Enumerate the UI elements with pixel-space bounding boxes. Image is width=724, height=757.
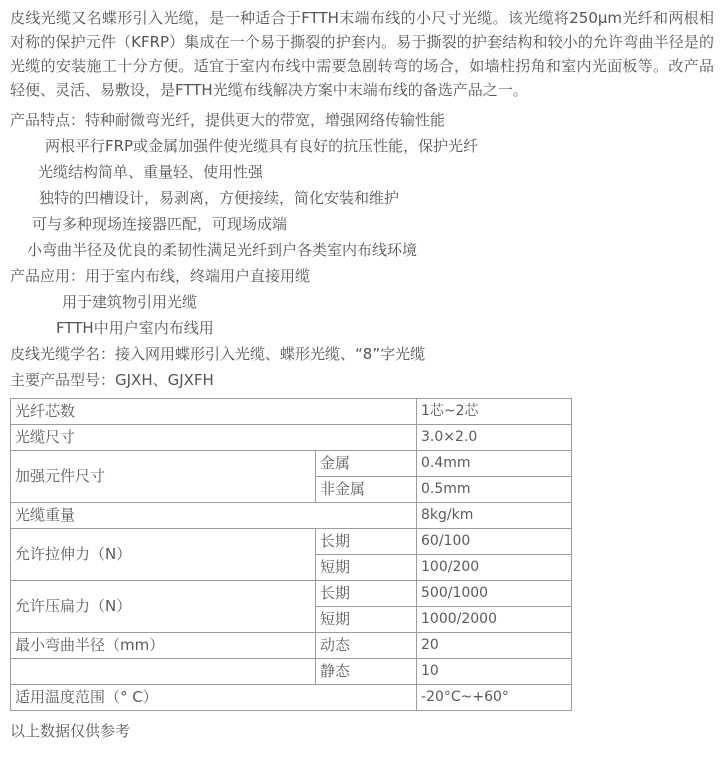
spec-table <box>10 398 572 711</box>
application-line: FTTH中用户室内布线用 <box>56 319 214 337</box>
spec-value-cell: 20 <box>417 633 572 659</box>
intro-paragraph: 皮线光缆又名蝶形引入光缆，是一种适合于FTTH末端布线的小尺寸光缆。该光缆将250μm光纤和两根相对称的保护元件（KFRP）集成在一个易于撕裂的护套内。易于撕裂的护套结构和较小的允许弯曲半径是的光缆的安装施工十分方便。适宜于室内布线中需要急剧转弯的场合，如墙柱拐角和室内光面板等。改产品轻便、灵活、易敷设，是FTTH光缆布线解决方案中末端布线的备选产品之一。 <box>10 9 714 99</box>
spec-sub-cell: 短期 <box>316 607 417 633</box>
footnote: 以上数据仅供参考 <box>10 722 131 740</box>
spec-param-cell: 允许压扁力（N） <box>11 581 316 633</box>
spec-value-cell: 100/200 <box>417 555 572 581</box>
spec-value-cell: 10 <box>417 659 572 685</box>
spec-value-cell: 1芯~2芯 <box>417 399 572 425</box>
spec-sub-cell: 金属 <box>316 451 417 477</box>
table-row <box>11 451 572 477</box>
feature-line: 小弯曲半径及优良的柔韧性满足光纤到户各类室内布线环境 <box>27 241 418 259</box>
spec-value-cell: 0.4mm <box>417 451 572 477</box>
feature-line: 独特的凹槽设计，易剥离，方便接续，简化安装和维护 <box>39 189 400 207</box>
spec-value-cell: -20°C~+60° <box>417 685 572 711</box>
spec-param-cell: 允许拉伸力（N） <box>11 529 316 581</box>
spec-sub-cell: 非金属 <box>316 477 417 503</box>
spec-value-cell: 8kg/km <box>417 503 572 529</box>
table-row <box>11 581 572 607</box>
spec-sub-cell: 短期 <box>316 555 417 581</box>
spec-sub-cell: 长期 <box>316 529 417 555</box>
table-row <box>11 685 572 711</box>
table-row <box>11 659 572 685</box>
spec-value-cell: 0.5mm <box>417 477 572 503</box>
spec-sub-cell: 静态 <box>316 659 417 685</box>
models-line: 主要产品型号：GJXH、GJXFH <box>10 371 214 389</box>
spec-param-cell: 光缆重量 <box>11 503 417 529</box>
feature-line: 两根平行FRP或金属加强件使光缆具有良好的抗压性能，保护光纤 <box>45 137 479 155</box>
spec-value-cell: 60/100 <box>417 529 572 555</box>
table-row <box>11 633 572 659</box>
feature-line: 可与多种现场连接器匹配，可现场成端 <box>32 215 288 233</box>
application-line: 用于建筑物引用光缆 <box>62 293 198 311</box>
alias-line: 皮线光缆学名：接入网用蝶形引入光缆、蝶形光缆、“8”字光缆 <box>10 345 426 363</box>
table-row <box>11 399 572 425</box>
spec-value-cell: 1000/2000 <box>417 607 572 633</box>
feature-line: 光缆结构简单、重量轻、使用性强 <box>38 163 264 181</box>
features-heading: 产品特点：特种耐微弯光纤，提供更大的带宽，增强网络传输性能 <box>10 111 446 129</box>
table-row <box>11 529 572 555</box>
spec-sub-cell: 动态 <box>316 633 417 659</box>
spec-sub-cell: 长期 <box>316 581 417 607</box>
spec-param-cell: 光缆尺寸 <box>11 425 417 451</box>
spec-param-cell: 适用温度范围（° C） <box>11 685 417 711</box>
spec-value-cell: 3.0×2.0 <box>417 425 572 451</box>
spec-value-cell: 500/1000 <box>417 581 572 607</box>
spec-param-cell: 最小弯曲半径（mm） <box>11 633 316 659</box>
spec-param-cell: 光纤芯数 <box>11 399 417 425</box>
table-row <box>11 425 572 451</box>
table-row <box>11 503 572 529</box>
applications-heading: 产品应用：用于室内布线，终端用户直接用缆 <box>10 267 311 285</box>
spec-param-cell: 加强元件尺寸 <box>11 451 316 503</box>
spec-param-cell <box>11 659 316 685</box>
